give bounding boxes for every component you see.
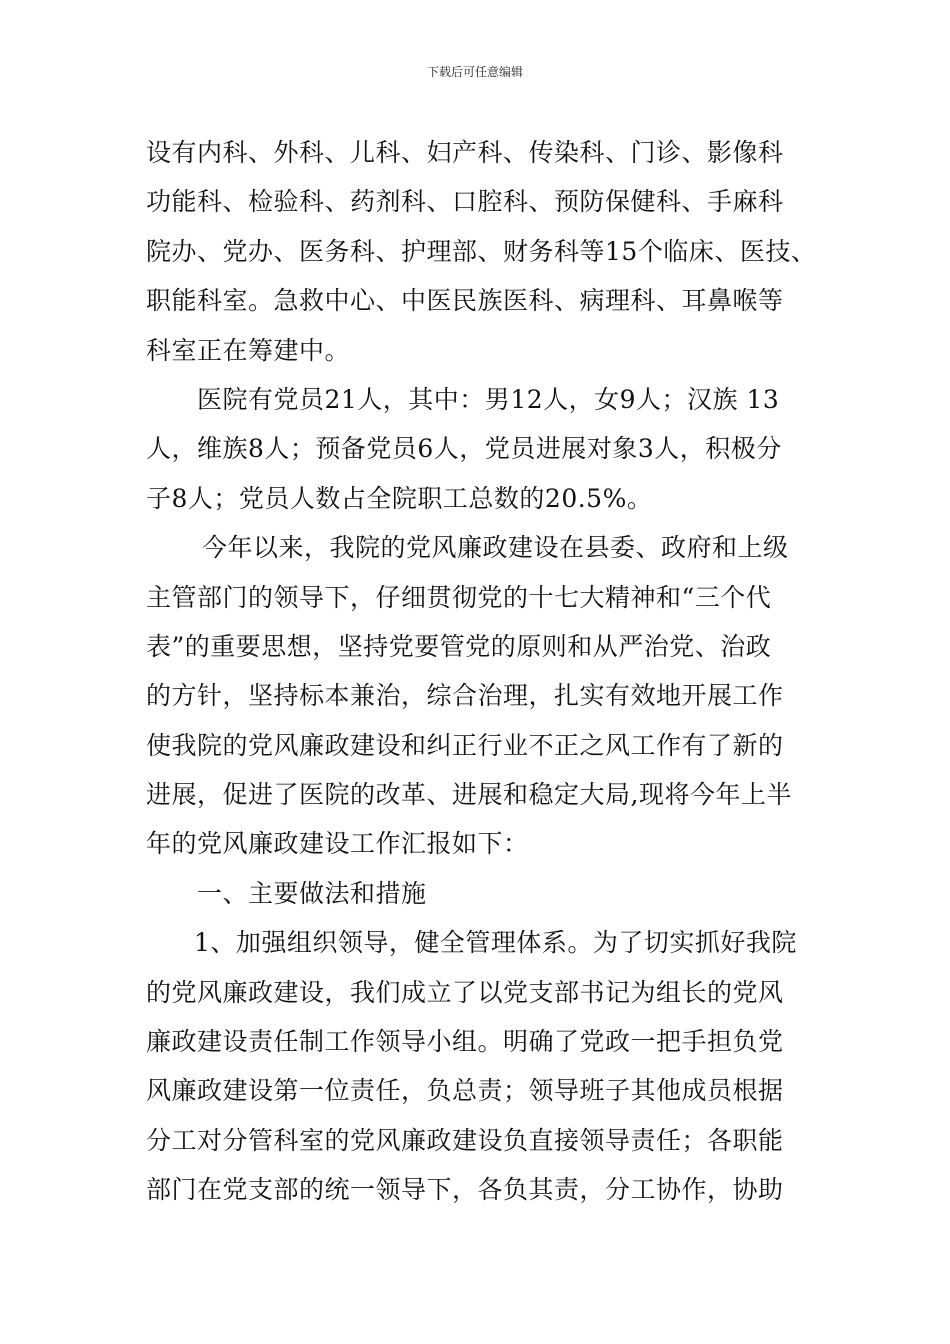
text-line: 廉政建设责任制工作领导小组。明确了党政一把手担负党: [146, 1027, 784, 1057]
text-line: 功能科、检验科、药剂科、口腔科、预防保健科、手麻科: [146, 187, 784, 217]
text-line: 分工对分管科室的党风廉政建设负直接领导责任；各职能: [146, 1125, 784, 1155]
text-line: 设有内科、外科、儿科、妇产科、传染科、门诊、影像科: [146, 138, 784, 167]
section-heading: 一、主要做法和措施: [197, 878, 427, 908]
paragraph-first-line: 今年以来，我院的党风廉政建设在县委、政府和上级: [202, 533, 789, 563]
text-line: 的方针，坚持标本兼治，综合治理，扎实有效地开展工作: [146, 681, 784, 711]
text-line: 职能科室。急救中心、中医民族医科、病理科、耳鼻喉等: [146, 286, 784, 316]
text-line: 院办、党办、医务科、护理部、财务科等15个临床、医技、: [146, 236, 817, 266]
text-line: 使我院的党风廉政建设和纠正行业不正之风工作有了新的: [146, 730, 784, 760]
text-line: 子8人；党员人数占全院职工总数的20.5%。: [146, 483, 653, 513]
text-line: 进展，促进了医院的改革、进展和稳定大局,现将今年上半: [146, 780, 792, 810]
text-line: 科室正在筹建中。: [146, 335, 351, 365]
paragraph-first-line: 1、加强组织领导，健全管理体系。为了切实抓好我院: [194, 928, 797, 958]
text-line: 人，维族8人；预备党员6人，党员进展对象3人，积极分: [146, 434, 782, 464]
text-line: 部门在党支部的统一领导下，各负其责，分工协作，协助: [146, 1175, 784, 1205]
text-line: 表”的重要思想，坚持党要管党的原则和从严治党、治政: [146, 631, 772, 661]
text-line: 年的党风廉政建设工作汇报如下：: [146, 829, 529, 859]
text-line: 主管部门的领导下，仔细贯彻党的十七大精神和“三个代: [146, 582, 772, 612]
document-body: [146, 128, 836, 1215]
text-line: 风廉政建设第一位责任，负总责；领导班子其他成员根据: [146, 1076, 784, 1106]
text-line: 的党风廉政建设，我们成立了以党支部书记为组长的党风: [146, 977, 784, 1007]
page-header: 下载后可任意编辑: [426, 65, 523, 79]
paragraph-first-line: 医院有党员21人，其中：男12人，女9人；汉族 13: [197, 384, 780, 414]
